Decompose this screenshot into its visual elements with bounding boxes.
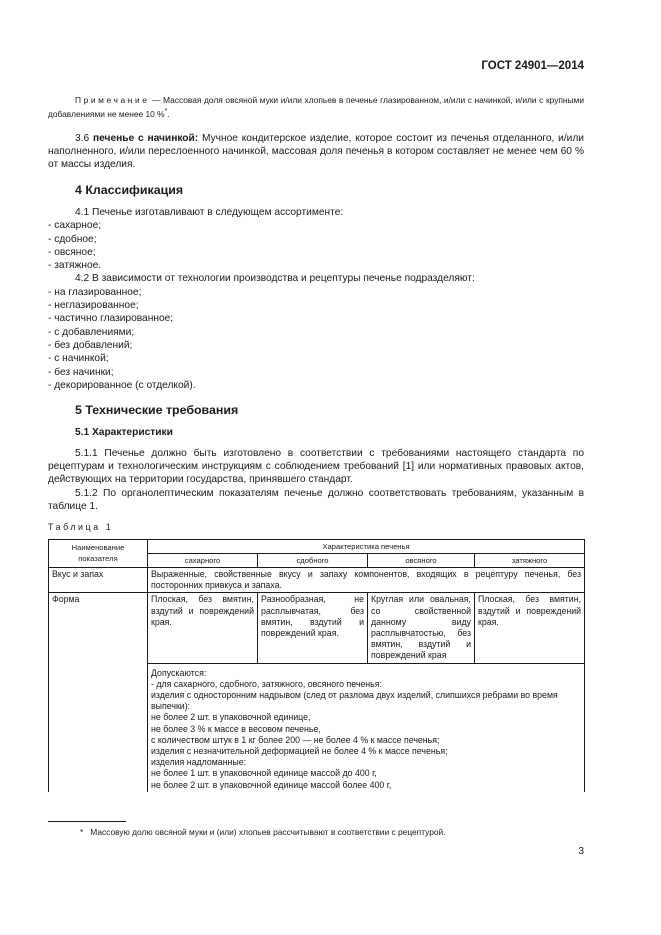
allowed-line: Допускаются: [151, 667, 207, 678]
footnote [80, 827, 446, 837]
list-item: - неглазированное; [48, 300, 139, 312]
footnote-text: Массовую долю овсяной муки и (или) хлопьев рассчитывают в соответствии с рецептурой. [90, 827, 446, 837]
row-label-form: Форма [49, 593, 148, 792]
header-tough: затяжного [475, 553, 585, 567]
form-rich: Разнообразная, не расплывчатая, без вмятин, вздутий и повреждений края. [258, 593, 368, 663]
section-5-title: 5 Технические требования [75, 403, 239, 418]
note-footnote-mark: * [164, 108, 168, 115]
allowed-line: не более 2 шт. в упаковочной единице, [151, 712, 311, 723]
section-4-title: 4 Классификация [75, 182, 184, 197]
note-prefix: Примечание [75, 95, 150, 105]
allowed-line: не более 3 % к массе в весовом печенье, [151, 723, 321, 734]
assortment-list [48, 219, 584, 272]
note-end: . [167, 108, 170, 119]
list-item: - сдобное; [48, 233, 97, 245]
list-item: - декорированное (с отделкой). [48, 379, 196, 391]
list-item: - без добавлений; [48, 339, 133, 351]
note-paragraph [48, 94, 584, 120]
paragraph-5-1-1: 5.1.1 Печенье должно быть изготовлено в соответствии с требованиями настоящего стандарта по рецептурам и технологическим инструкциям с соблюдением требований [1] или нормативных правовых актов, действующих на территории государства, принявшего стандарт. [48, 447, 584, 486]
form-oat: Круглая или овальная, со свойственной данному виду расплывчатостью, без вмятин, вздутий и повреждений края [368, 593, 475, 663]
term-definition: Мучное кондитерское изделие, которое состоит из печенья отделанного, и/или наполненного, и/или переслоенного начинкой, массовая доля печенья в котором составляет не менее чем 60 % от массы изделия. [48, 132, 585, 171]
allowed-line: не более 2 шт. в упаковочной единице массой более 400 г, [151, 779, 392, 790]
list-item: - без начинки; [48, 366, 114, 378]
taste-value: Выраженные, свойственные вкусу и запаху компонентов, входящих в рецептуру печенья, без посторонних привкуса и запаха. [148, 567, 585, 592]
clause-number: 3.6 [75, 132, 93, 144]
paragraph-4-2: 4.2 В зависимости от технологии производства и рецептуры печенье подразделяют: [75, 273, 475, 285]
table-row [49, 567, 585, 592]
allowed-defects [148, 663, 585, 792]
header-characteristics: Характеристика печенья [148, 539, 585, 553]
form-tough: Плоская, без вмятин, вздутий и повреждений края. [475, 593, 585, 663]
types-list [48, 286, 584, 392]
table-row [49, 593, 585, 663]
page-number: 3 [578, 846, 584, 857]
header-sugar: сахарного [148, 553, 258, 567]
table-caption: Таблица 1 [48, 522, 114, 533]
allowed-line: - для сахарного, сдобного, затяжного, овсяного печенья: [151, 678, 382, 689]
row-label-taste: Вкус и запах [49, 567, 148, 592]
paragraph-3-6 [48, 132, 584, 172]
list-item: - затяжное. [48, 260, 102, 272]
note-text: — Массовая доля овсяной муки и/или хлопьев в печенье глазированном, и/или с начинкой, и/или с крупными добавлениями не менее 10 % [48, 95, 584, 119]
allowed-line: изделия надломанные: [151, 757, 247, 768]
list-item: - на глазированное; [48, 286, 142, 298]
term-filled-cookies: печенье с начинкой: [92, 132, 199, 144]
footnote-divider [48, 821, 126, 822]
paragraph-4-1: 4.1 Печенье изготавливают в следующем ассортименте: [75, 206, 344, 218]
list-item: - с добавлениями; [48, 326, 135, 338]
form-sugar: Плоская, без вмятин, вздутий и повреждений края. [148, 593, 258, 663]
list-item: - овсяное; [48, 246, 96, 258]
organoleptic-table [48, 539, 585, 792]
table-header-row [49, 539, 585, 553]
allowed-line: изделия с односторонним надрывом (след от разлома двух изделий, слипшихся ребрами во время выпечки): [151, 689, 558, 712]
header-rich: сдобного [258, 553, 368, 567]
footnote-mark: * [80, 827, 84, 837]
paragraph-5-1-2: 5.1.2 По органолептическим показателям печенье должно соответствовать требованиям, указанным в таблице 1. [48, 487, 584, 512]
header-indicator: Наименование показателя [49, 539, 148, 567]
allowed-line: не более 1 шт. в упаковочной единице массой до 400 г, [151, 768, 377, 779]
allowed-line: с количеством штук в 1 кг более 200 — не более 4 % к массе печенья; [151, 734, 440, 745]
subsection-5-1-title: 5.1 Характеристики [75, 427, 173, 439]
allowed-line: изделия с незначительной деформацией не более 4 % к массе печенья; [151, 745, 448, 756]
page-content [48, 94, 584, 792]
document-id: ГОСТ 24901—2014 [481, 60, 584, 72]
header-oat: овсяного [368, 553, 475, 567]
list-item: - сахарное; [48, 220, 102, 232]
list-item: - частично глазированное; [48, 313, 174, 325]
list-item: - с начинкой; [48, 353, 109, 365]
